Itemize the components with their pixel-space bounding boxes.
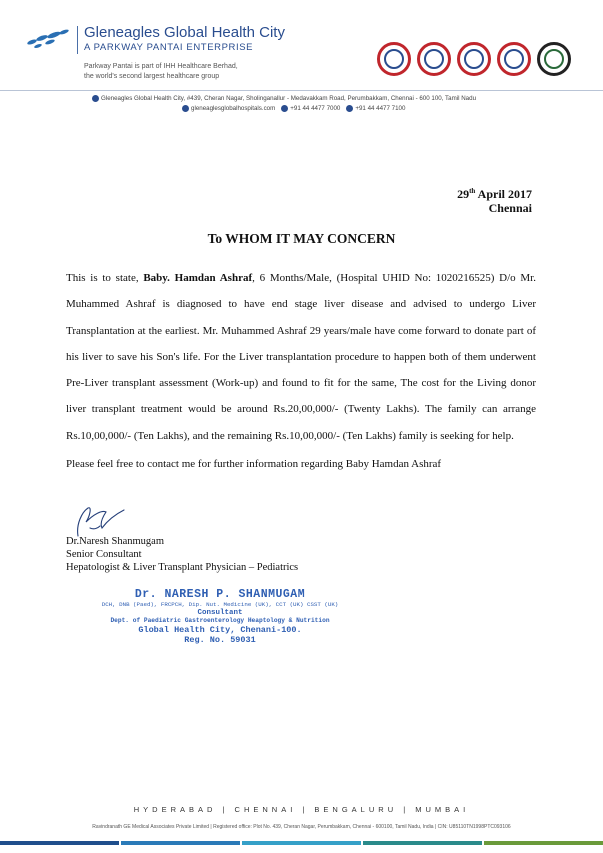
signatory-name: Dr.Naresh Shanmugam	[66, 536, 164, 547]
hospital-logo-icon	[24, 28, 72, 50]
tagline-line-1: Parkway Pantai is part of IHH Healthcare Berhad,	[84, 63, 238, 70]
accreditation-badge-icon	[417, 42, 451, 76]
stamp-hospital: Global Health City, Chenani-100.	[138, 625, 302, 635]
body-paragraph: , 6 Months/Male, (Hospital UHID No: 1020216525) D/o Mr. Muhammed Ashraf is diagnosed to have end stage liver disease and advised to undergo Liver Transplantation at the earliest. Mr. Muhammed Ashraf 29 years/male have come forward to donate part of his liver to save his Son's life. For the Liver transplantation procedure to happen both of them underwent Pre-Liver transplant assessment (Work-up) and found to fit for the same, The cost for the Living donor liver transplant treatment would be around Rs.20,00,000/- (Twenty Lakhs). The family can arrange Rs.10,00,000/- (Ten Lakhs), and the remaining Rs.10,00,000/- (Ten Lakhs) family is seeking for help.	[66, 272, 536, 442]
stamp-designation: Consultant	[197, 609, 243, 617]
letter-date	[457, 184, 532, 215]
fax-number: +91 44 4477 7100	[355, 105, 406, 113]
website-link[interactable]: gleneaglesglobalhospitals.com	[191, 105, 276, 113]
footer-bar-segment	[121, 841, 240, 845]
contact-line	[182, 105, 405, 112]
header-rule	[0, 90, 603, 91]
globe-icon	[182, 105, 189, 112]
letter-body	[66, 265, 536, 449]
footer-bar-segment	[484, 841, 603, 845]
footer-color-bar	[0, 841, 603, 845]
accreditation-badge-icon	[457, 42, 491, 76]
phone-icon	[281, 105, 288, 112]
letter-place: Chennai	[488, 201, 532, 215]
doctor-stamp	[70, 588, 370, 645]
address-text: Gleneagles Global Health City, #439, Cheran Nagar, Sholinganallur - Medavakkam Road, Perumbakkam, Chennai - 600 100, Tamil Nadu	[101, 95, 477, 103]
org-subtitle: A PARKWAY PANTAI ENTERPRISE	[84, 42, 254, 53]
date-month-year: April 2017	[475, 187, 532, 201]
accreditation-badges	[377, 42, 571, 76]
phone-number: +91 44 4477 7000	[290, 105, 341, 113]
logo-divider	[77, 26, 78, 54]
accreditation-badge-icon	[537, 42, 571, 76]
signatory-role: Hepatologist & Liver Transplant Physician – Pediatrics	[66, 562, 299, 573]
signatory-title: Senior Consultant	[66, 549, 142, 560]
accreditation-badge-icon	[497, 42, 531, 76]
org-name: Gleneagles Global Health City	[84, 24, 285, 41]
date-suffix: th	[469, 187, 476, 195]
footer-bar-segment	[242, 841, 361, 845]
date-day: 29	[457, 187, 470, 201]
stamp-name: Dr. NARESH P. SHANMUGAM	[134, 588, 306, 601]
address-line	[92, 95, 476, 102]
footer-bar-segment	[0, 841, 119, 845]
signatory-block	[66, 535, 298, 574]
tagline-line-2: the world's second largest healthcare group	[84, 73, 220, 80]
fax-icon	[346, 105, 353, 112]
footer-legal: Ravindranath GE Medical Associates Private Limited | Registered office: Plot No. 439, Cheran Nagar, Perumbakkam, Chennai - 600100, Tamil Nadu, India | CIN: U85110TN1998PTC093106	[92, 824, 511, 830]
stamp-department: Dept. of Paediatric Gastroenterology Heaptology & Nutrition	[110, 617, 330, 624]
footer-cities: HYDERABAD | CHENNAI | BENGALURU | MUMBAI	[133, 805, 470, 814]
org-tagline	[84, 62, 238, 82]
footer-bar-segment	[363, 841, 482, 845]
letter-heading: To WHOM IT MAY CONCERN	[207, 231, 396, 246]
stamp-reg-no: Reg. No. 59031	[184, 635, 256, 645]
stamp-qualifications: DCH, DNB (Paed), FRCPCH, Dip. Nut. Medicine (UK), CCT (UK) CSST (UK)	[101, 601, 339, 608]
patient-name: Baby. Hamdan Ashraf	[143, 272, 253, 284]
closing-line: Please feel free to contact me for further information regarding Baby Hamdan Ashraf	[66, 458, 442, 470]
accreditation-badge-icon	[377, 42, 411, 76]
body-intro: This is to state,	[66, 272, 144, 284]
location-icon	[92, 95, 99, 102]
